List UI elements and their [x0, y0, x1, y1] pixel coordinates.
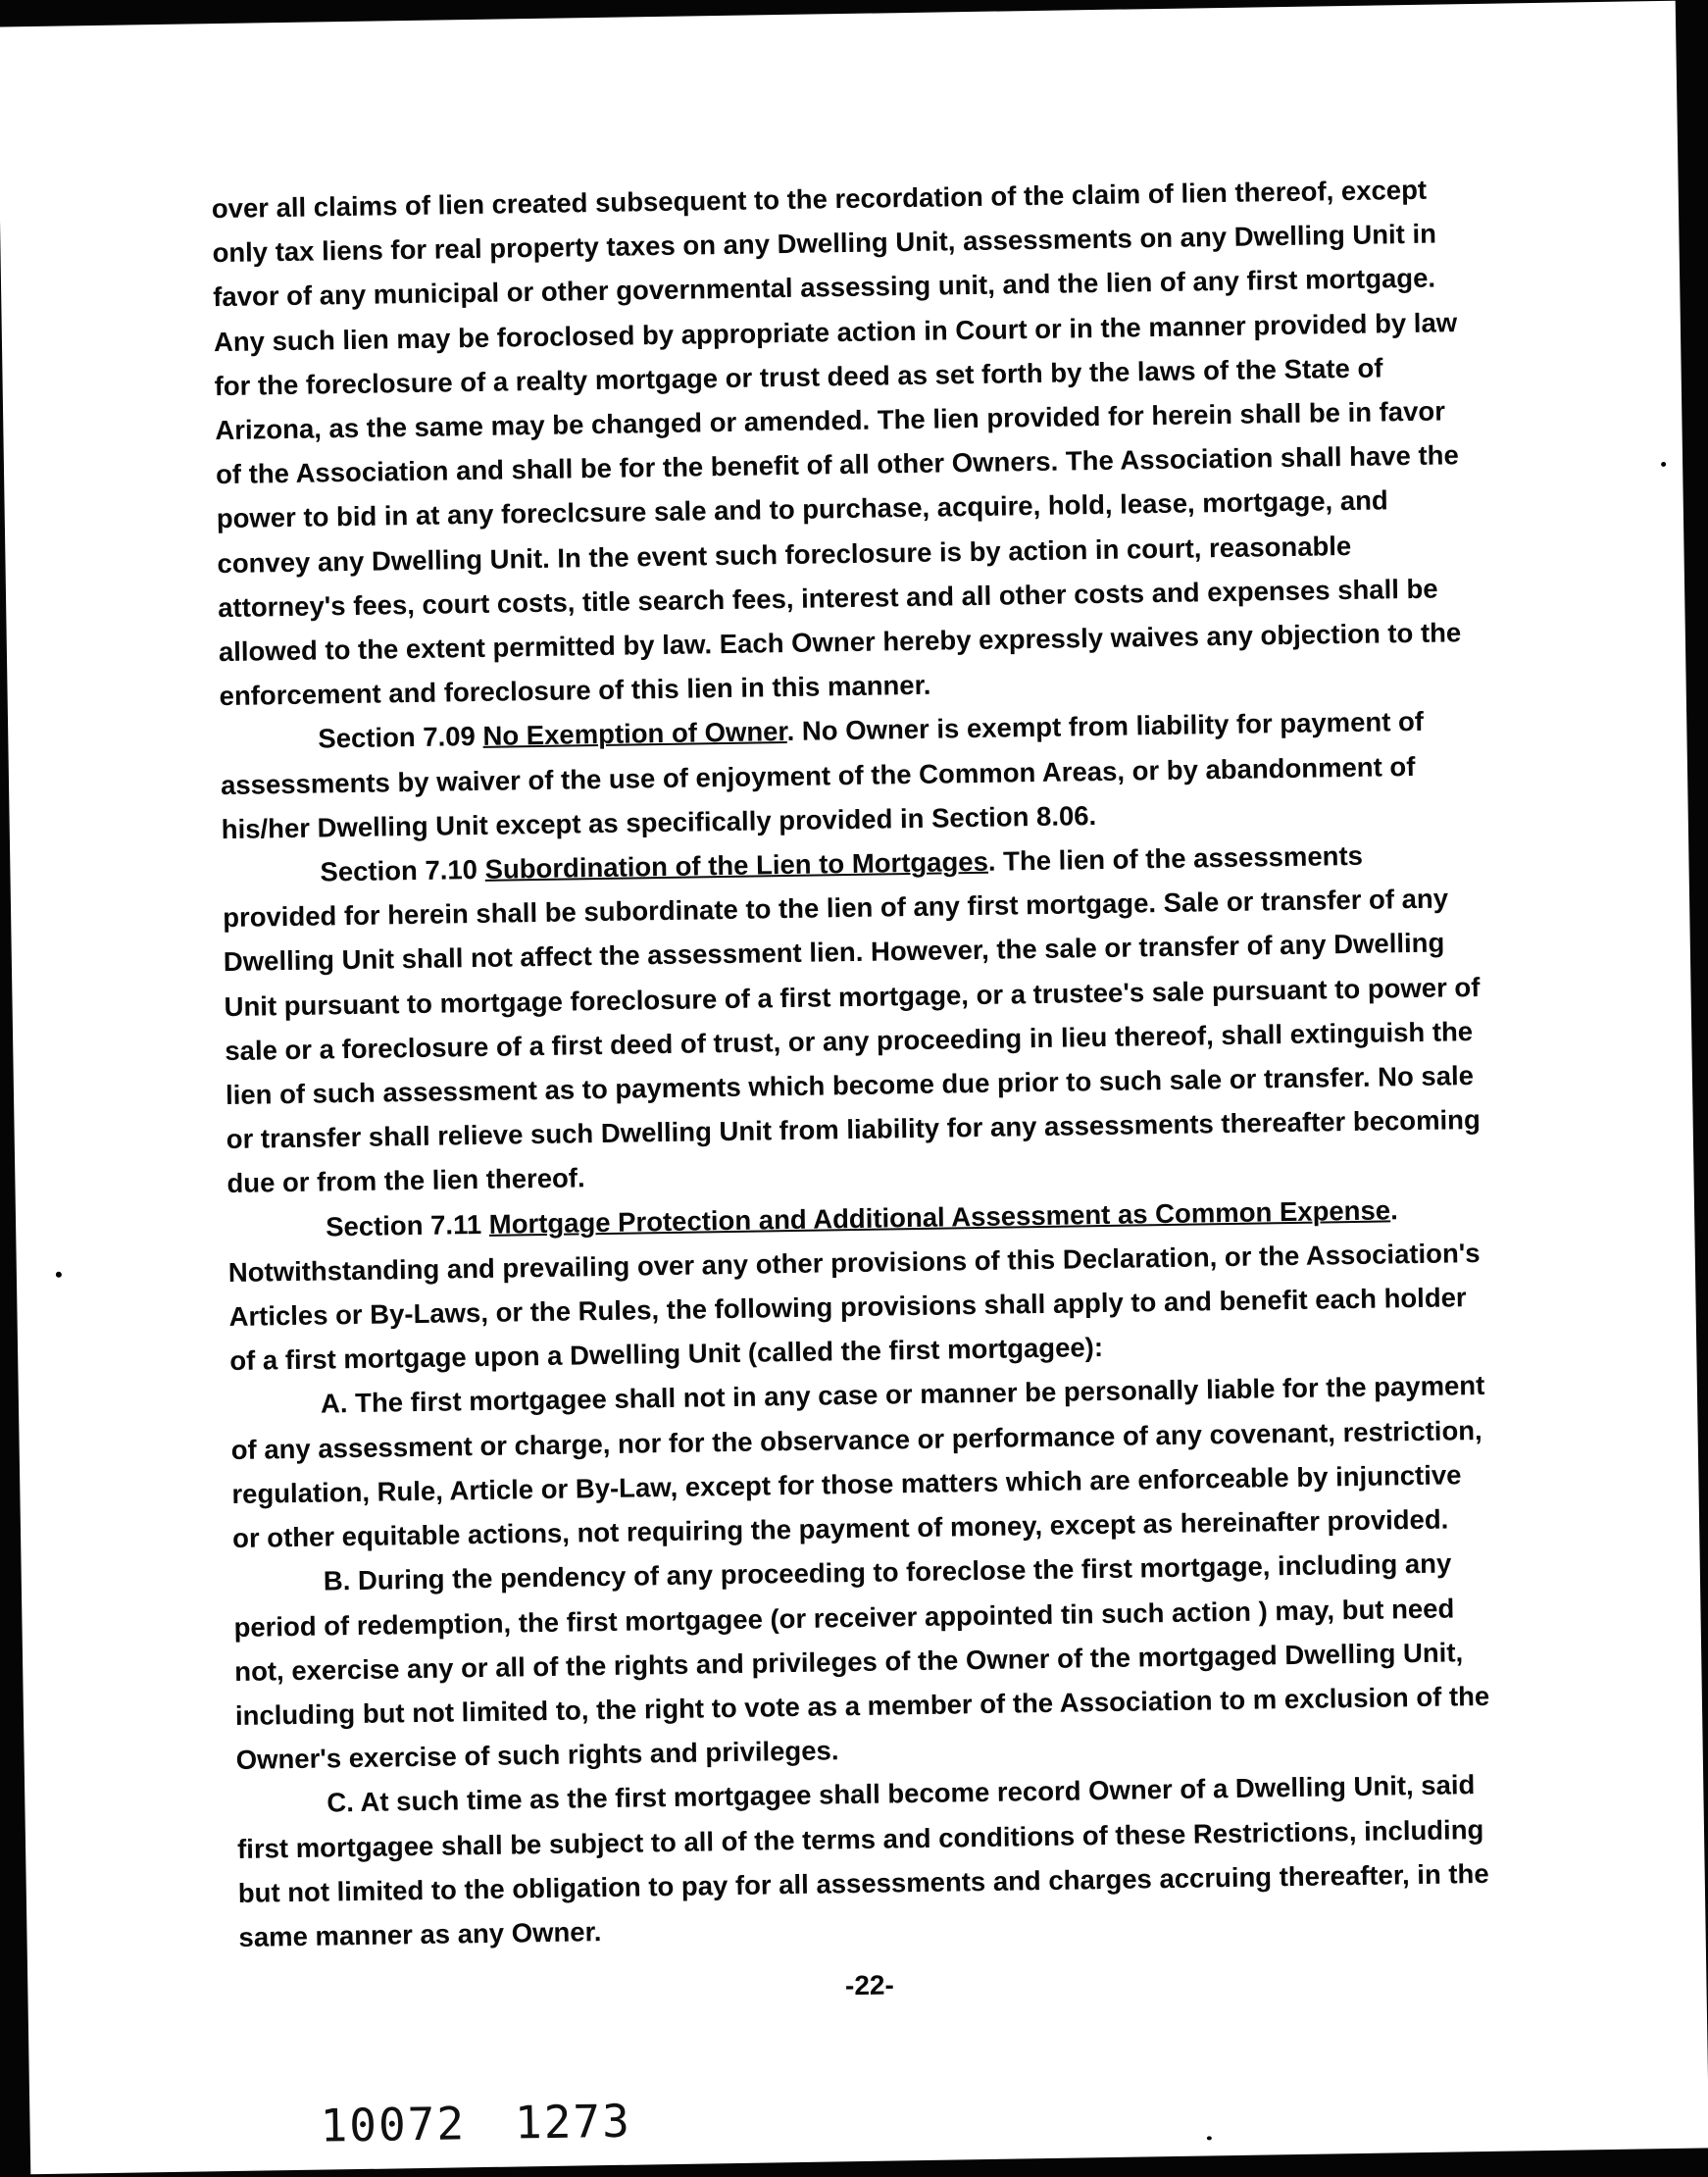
section-body: Notwithstanding and prevailing over any other provisions of this Declaration, or the Association's Articles or By-Laws, or the Rules, the following provisions shall apply to and benefit each holder of a first mortgage upon a Dwelling Unit (called the first mortgagee): [227, 1237, 1481, 1377]
section-title: Subordination of the Lien to Mortgages [484, 845, 989, 885]
section-number: Section 7.10 [320, 854, 478, 887]
section-7-09 [220, 698, 1482, 851]
document-page [0, 1, 1708, 2175]
section-7-10 [222, 832, 1487, 1206]
footer-document-numbers [320, 2095, 631, 2152]
provision-b: B. During the pendency of any proceeding to foreclose the first mortgage, including any period of redemption, the first mortgagee (or receiver appointed tin such action ) may, but need not, exercise any or all of the rights and privileges of the Owner of the mortgaged Dwelling Unit, including but not limited to, the right to vote as a member of the Association to m exclusion of the Owner's exercise of such rights and privileges. [233, 1547, 1490, 1776]
section-title: Mortgage Protection and Additional Assessment as Common Expense [488, 1194, 1391, 1240]
document-body [211, 167, 1499, 2017]
scan-speck [1661, 462, 1666, 467]
section-title-punctuation: . [1389, 1193, 1398, 1226]
section-number: Section 7.09 [318, 721, 477, 754]
scan-speck [56, 1272, 62, 1278]
section-number: Section 7.11 [325, 1208, 482, 1242]
footer-number: 1273 [514, 2094, 632, 2150]
section-body: No Owner is exempt from liability for payment of assessments by waiver of the use of enjoyment of the Common Areas, or by abandonment of his/her Dwelling Unit except as specifically provided in Section 8.06. [220, 706, 1425, 844]
provision-a: A. The first mortgagee shall not in any case or manner be personally liable for the payment of any assessment or charge, nor for the observance or performance of any covenant, restriction, regulation, Rule, Article or By-Law, except for those matters which are enforceable by injunctive or other equitable actions, not requiring the payment of money, except as hereinafter provided. [230, 1370, 1485, 1554]
opening-paragraph: over all claims of lien created subsequent to the recordation of the claim of lien thereof, except only tax liens for real property taxes on any Dwelling Unit, assessments on any Dwelling Unit in favor of any municipal or other governmental assessing unit, and the lien of any first mortgage. Any such lien may be foroclosed by appropriate action in Court or in the manner provided by law for the foreclosure of a realty mortgage or trust deed as set forth by the laws of the State of Arizona, as the same may be changed or amended. The lien provided for herein shall be in favor of the Association and shall be for the benefit of all other Owners. The Association shall have the power to bid in at any foreclcsure sale and to purchase, acquire, hold, lease, mortgage, and convey any Dwelling Unit. In the event such foreclosure is by action in court, reasonable attorney's fees, court costs, title search fees, interest and all other costs and expenses shall be allowed to the extent permitted by law. Each Owner hereby expressly waives any objection to the enforcement and foreclosure of this lien in this manner. [211, 174, 1462, 712]
section-body: The lien of the assessments provided for herein shall be subordinate to the lien of any first mortgage. Sale or transfer of any Dwelling Unit shall not affect the assessment lien. However, the sale or transfer of any Dwelling Unit pursuant to mortgage foreclosure of a first mortgage, or a trustee's sale pursuant to power of sale or a foreclosure of a first deed of trust, or any proceeding in lieu thereof, shall extinguish the lien of such assessment as to payments which become due prior to such sale or transfer. No sale or transfer shall relieve such Dwelling Unit from liability for any assessments thereafter becoming due or from the lien thereof. [222, 839, 1481, 1199]
section-title-punctuation: . [987, 845, 996, 877]
footer-number: 10072 [320, 2097, 467, 2152]
scan-speck [1207, 2136, 1212, 2140]
section-title: No Exemption of Owner [482, 716, 787, 752]
page-number: -22- [844, 1969, 895, 2001]
section-7-11 [227, 1187, 1490, 1384]
section-title-punctuation: . [786, 716, 795, 747]
provision-c: C. At such time as the first mortgagee shall become record Owner of a Dwelling Unit, said first mortgagee shall be subject to all of the terms and conditions of these Restrictions, including but not limited to the obligation to pay for all assessments and charges accruing thereafter, in the same manner as any Owner. [236, 1769, 1489, 1952]
